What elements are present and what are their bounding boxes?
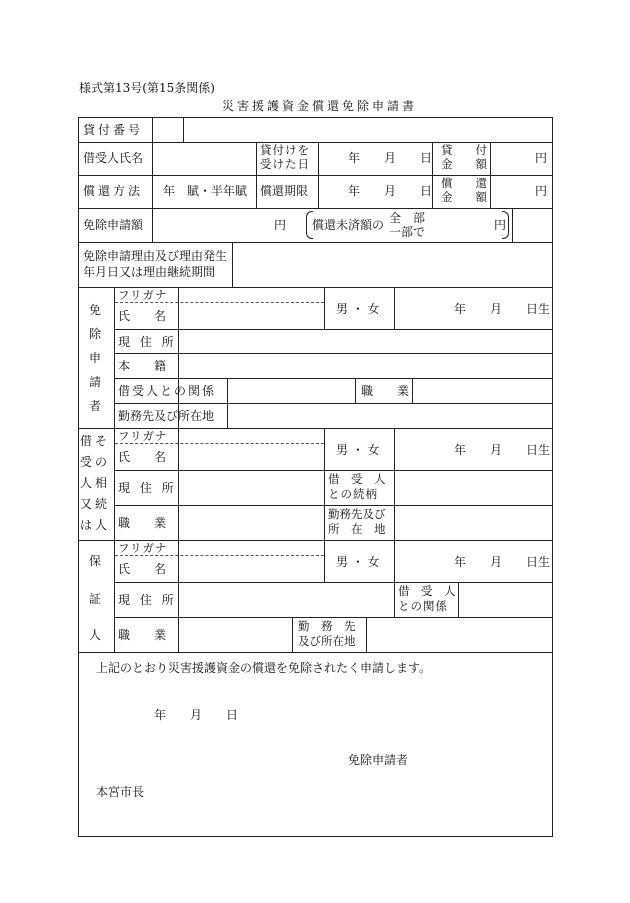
addressee: 本宮市長 (96, 785, 145, 799)
heir-relation-label-2: との続柄 (328, 487, 378, 501)
guarantor-char: 保 (89, 554, 102, 568)
repaid-amount-label-1: 償 還 (441, 176, 487, 190)
applicant-char: 免 (89, 303, 102, 317)
loan-number-field[interactable] (184, 118, 552, 142)
repayment-method-label: 償還方法 (83, 184, 144, 198)
applicant-workplace-label: 勤務先及び所在地 (118, 409, 215, 423)
reason-field[interactable] (233, 243, 552, 287)
applicant-char: 申 (89, 351, 102, 365)
applicant-occupation-label: 職 業 (361, 384, 410, 398)
borrower-name-field[interactable] (153, 143, 256, 175)
unpaid-label: 償還未済額の (312, 218, 385, 232)
applicant-domicile-label: 本 籍 (118, 359, 167, 373)
applicant-furigana-label: フリガナ (118, 288, 168, 302)
loan-date-label-2: 受けた日 (260, 157, 310, 171)
loan-date-value[interactable]: 年 月 日 (348, 151, 433, 165)
repaid-amount-yen: 円 (535, 184, 548, 198)
form-number: 様式第13号(第15条関係) (79, 81, 215, 95)
heir-label-row: 借そ (80, 434, 111, 448)
loan-number-label: 貸付番号 (83, 123, 144, 137)
applicant-address-label: 現 住 所 (118, 335, 177, 349)
heir-gender[interactable]: 男 ・ 女 (336, 443, 380, 457)
heir-furigana-label: フリガナ (118, 429, 168, 443)
loan-date-label-1: 貸付けを (260, 143, 310, 157)
applicant-char: 除 (89, 327, 102, 341)
borrower-name-label: 借受人氏名 (83, 151, 144, 165)
guarantor-relation-label-2: との関係 (398, 599, 448, 613)
guarantor-char: 人 (89, 628, 102, 642)
guarantor-relation-label-1: 借 受 人 (398, 584, 456, 598)
applicant-signature-label: 免除申請者 (348, 753, 409, 767)
heir-label-row: 又続 (80, 497, 111, 511)
heir-occupation-label: 職 業 (118, 516, 167, 530)
application-date[interactable]: 年 月 日 (154, 708, 239, 722)
guarantor-char: 証 (89, 592, 102, 606)
heir-birthdate[interactable]: 年 月 日生 (454, 443, 551, 457)
applicant-relation-label: 借受人との関係 (118, 384, 217, 398)
loan-amount-yen: 円 (535, 151, 548, 165)
guarantor-furigana-label: フリガナ (118, 541, 168, 555)
applicant-birthdate[interactable]: 年 月 日生 (454, 302, 551, 316)
form-title: 災害援護資金償還免除申請書 (222, 99, 418, 113)
applicant-address-field[interactable] (179, 330, 552, 353)
guarantor-workplace-label-2: 及び所在地 (298, 634, 356, 648)
guarantor-occupation-label: 職 業 (118, 628, 167, 642)
guarantor-address-label: 現 住 所 (118, 593, 177, 607)
unpaid-all[interactable]: 全 部 (389, 211, 426, 225)
loan-amount-label-2: 金 額 (441, 157, 487, 171)
unpaid-part[interactable]: 一部で (389, 225, 426, 239)
applicant-char: 者 (89, 399, 102, 413)
reason-label-1: 免除申請理由及び理由発生 (83, 249, 228, 263)
heir-label-row: 受の (80, 455, 111, 469)
reason-label-2: 年月日又は理由継続期間 (83, 265, 216, 279)
heir-workplace-label-1: 勤務先及び (328, 507, 386, 521)
heir-workplace-label-2: 所 在 地 (328, 522, 386, 536)
guarantor-workplace-label-1: 勤 務 先 (298, 619, 356, 633)
guarantor-name-label: 氏 名 (118, 562, 167, 576)
applicant-gender[interactable]: 男 ・ 女 (336, 302, 380, 316)
applicant-name-field[interactable] (179, 303, 324, 329)
loan-amount-label-1: 貸 付 (441, 143, 487, 157)
applicant-name-label: 氏 名 (118, 309, 167, 323)
repayment-period-label: 償還期限 (260, 184, 309, 198)
repayment-method-value[interactable]: 年 賦・半年賦 (163, 184, 248, 198)
unpaid-yen: 円 (494, 218, 507, 232)
guarantor-birthdate[interactable]: 年 月 日生 (454, 555, 551, 569)
heir-name-label: 氏 名 (118, 450, 167, 464)
repayment-period-value[interactable]: 年 月 日 (348, 184, 433, 198)
heir-label-row: 人相 (80, 476, 111, 490)
application-statement: 上記のとおり災害援護資金の償還を免除されたく申請します。 (96, 661, 432, 675)
repaid-amount-label-2: 金 額 (441, 190, 487, 204)
applicant-char: 請 (89, 375, 102, 389)
heir-label-row: は人 (80, 518, 111, 532)
guarantor-gender[interactable]: 男 ・ 女 (336, 555, 380, 569)
heir-relation-label-1: 借 受 人 (328, 472, 386, 486)
exemption-amount-yen: 円 (274, 218, 287, 232)
heir-address-label: 現 住 所 (118, 481, 177, 495)
exemption-amount-label: 免除申請額 (83, 218, 144, 232)
